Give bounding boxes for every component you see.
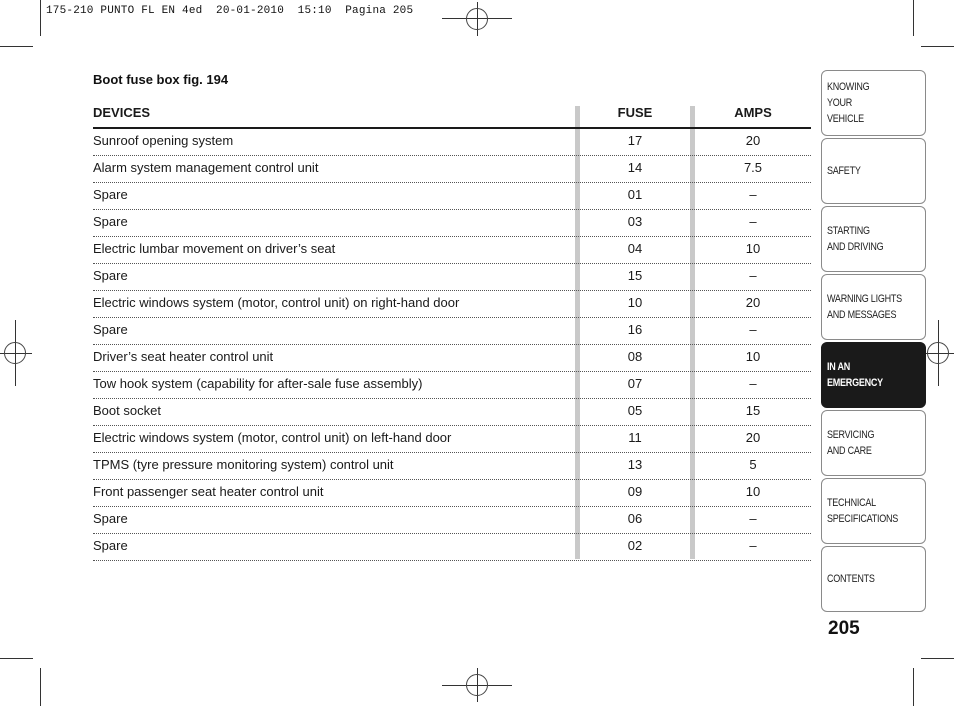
table-row [93,426,811,453]
header-fuse: FUSE [617,105,653,120]
amps-cell: 5 [749,457,757,472]
header-devices: DEVICES [93,105,151,120]
table-row [93,399,811,426]
table-row [93,291,811,318]
chapter-tab-label: WARNING LIGHTS AND MESSAGES [827,293,902,321]
device-cell: Sunroof opening system [93,133,234,148]
fuse-cell: 15 [627,268,643,283]
amps-cell: 15 [745,403,761,418]
device-cell: Tow hook system (capability for after-sale fuse assembly) [93,376,423,391]
device-cell: Electric lumbar movement on driver’s seat [93,241,336,256]
chapter-tab-label: SERVICING AND CARE [827,429,875,457]
fuse-cell: 17 [627,133,643,148]
amps-cell: – [749,214,757,229]
amps-cell: – [749,538,757,553]
chapter-tab[interactable] [821,274,926,340]
fuse-cell: 14 [627,160,643,175]
device-cell: Front passenger seat heater control unit [93,484,324,499]
chapter-tab-label: SAFETY [827,165,861,177]
fuse-cell: 16 [627,322,643,337]
fuse-cell: 02 [627,538,643,553]
chapter-tab-label: KNOWING YOUR VEHICLE [827,81,870,125]
amps-cell: – [749,268,757,283]
amps-cell: – [749,322,757,337]
amps-cell: 10 [745,241,761,256]
table-row [93,507,811,534]
header-amps: AMPS [734,105,772,120]
fuse-cell: 13 [627,457,643,472]
device-cell: Spare [93,187,128,202]
device-cell: Electric windows system (motor, control unit) on left-hand door [93,430,452,445]
chapter-tab-label: TECHNICAL SPECIFICATIONS [827,497,899,525]
device-cell: Driver’s seat heater control unit [93,349,274,364]
table-row [93,183,811,210]
fuse-cell: 01 [627,187,643,202]
chapter-tab[interactable] [821,546,926,612]
amps-cell: 10 [745,484,761,499]
fuse-table [93,100,811,561]
amps-cell: 7.5 [743,160,763,175]
chapter-tab[interactable] [821,206,926,272]
chapter-tab[interactable] [821,138,926,204]
device-cell: Spare [93,322,128,337]
chapter-tab[interactable] [821,70,926,136]
table-row [93,318,811,345]
chapter-tab-label: CONTENTS [827,573,875,585]
device-cell: TPMS (tyre pressure monitoring system) control unit [93,457,394,472]
fuse-cell: 10 [627,295,643,310]
section-title: Boot fuse box fig. 194 [93,72,229,87]
chapter-tab-label: IN AN EMERGENCY [827,361,883,389]
device-cell: Alarm system management control unit [93,160,319,175]
page-number: 205 [828,618,860,639]
device-cell: Spare [93,214,128,229]
table-body [93,129,811,561]
fuse-cell: 04 [627,241,643,256]
table-row [93,156,811,183]
amps-cell: 20 [745,430,761,445]
fuse-cell: 08 [627,349,643,364]
amps-cell: – [749,376,757,391]
table-row [93,453,811,480]
chapter-tab[interactable] [821,342,926,408]
amps-cell: 20 [745,295,761,310]
amps-cell: – [749,511,757,526]
device-cell: Spare [93,268,128,283]
amps-cell: – [749,187,757,202]
device-cell: Electric windows system (motor, control unit) on right-hand door [93,295,460,310]
fuse-cell: 05 [627,403,643,418]
amps-cell: 20 [745,133,761,148]
chapter-tab[interactable] [821,478,926,544]
table-row [93,237,811,264]
table-row [93,372,811,399]
amps-cell: 10 [745,349,761,364]
fuse-cell: 06 [627,511,643,526]
fuse-cell: 07 [627,376,643,391]
fuse-cell: 03 [627,214,643,229]
fuse-cell: 09 [627,484,643,499]
device-cell: Spare [93,538,128,553]
device-cell: Boot socket [93,403,161,418]
chapter-tab-label: STARTING AND DRIVING [827,225,884,253]
table-row [93,210,811,237]
print-slug: 175-210 PUNTO FL EN 4ed 20-01-2010 15:10 Pagina 205 [46,5,414,17]
table-row [93,534,811,561]
device-cell: Spare [93,511,128,526]
table-header [93,100,811,129]
table-row [93,264,811,291]
chapter-tab[interactable] [821,410,926,476]
table-row [93,129,811,156]
table-row [93,345,811,372]
fuse-cell: 11 [628,430,642,445]
table-row [93,480,811,507]
